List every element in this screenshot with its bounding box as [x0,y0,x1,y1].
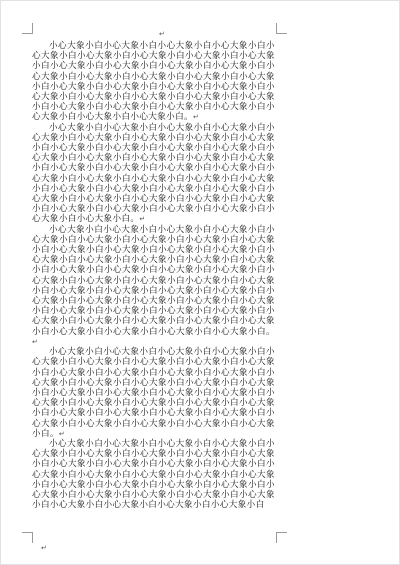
margin-corner-top-right [276,23,287,34]
paragraph-text: 小心大象小白小心大象小白小心大象小白小心大象小白小心大象小白小心大象小白小心大象小白小心大象小白小心大象小白小心大象小白小心大象小白小心大象小白小心大象小白小心大象小白小心大象小白小心大象小白小心大象小白小心大象小白小心大象小白小心大象小白小心大象小白小心大象小白小心大象小白小心大象小白小心大象小白小心大象小白小心大象小白小心大象小白小心大象小白小心大象小白小心大象小白小心大象小白小心大象小白小心大象小白小心大象小白小心大象小白小心大象小白小心大象小白小心大象小白小心大象小白小心大象小白小心大象小白小心大象小白小心大象小白小心大象小白小心大象小白小心大象小白小心大象小白小心大象小白。 [32,224,275,337]
paragraph-5[interactable] [32,439,275,510]
top-paragraph-mark: ↵ [159,30,165,38]
paragraph-text: 小心大象小白小心大象小白小心大象小白小心大象小白小心大象小白小心大象小白小心大象小白小心大象小白小心大象小白小心大象小白小心大象小白小心大象小白小心大象小白小心大象小白小心大象小白小心大象小白小心大象小白小心大象小白小心大象小白小心大象小白小心大象小白小心大象小白小心大象小白小心大象小白小心大象小白小心大象小白小心大象小白小心大象小白小心大象小白小心大象小白小心大象小白小心大象小白小心大象小白小心大象小白小心大象小白小心大象小白。 [32,347,275,439]
paragraph-text: 小心大象小白小心大象小白小心大象小白小心大象小白小心大象小白小心大象小白小心大象小白小心大象小白小心大象小白小心大象小白小心大象小白小心大象小白小心大象小白小心大象小白小心大象小白小心大象小白小心大象小白小心大象小白小心大象小白小心大象小白小心大象小白小心大象小白小心大象小白小心大象小白小心大象小白小心大象小白小心大象小白小心大象小白小心大象小白小心大象小白小心大象小白小心大象小白小心大象小白小心大象小白小心大象小白小心大象小白小心大象小白小心大象小白小心大象小白小心大象小白小心大象小白小心大象小白。 [32,122,275,225]
paragraph-mark: ↵ [32,337,38,346]
margin-corner-bottom-right [276,532,287,543]
margin-corner-bottom-left [22,532,33,543]
document-body[interactable] [32,41,275,510]
paragraph-4[interactable] [32,347,275,439]
paragraph-text: 小心大象小白小心大象小白小心大象小白小心大象小白小心大象小白小心大象小白小心大象小白小心大象小白小心大象小白小心大象小白小心大象小白小心大象小白小心大象小白小心大象小白小心大象小白小心大象小白小心大象小白小心大象小白小心大象小白小心大象小白小心大象小白小心大象小白小心大象小白小心大象小白小心大象小白小心大象小白小心大象小白小心大象小白小心大象小白小心大象小白小心大象小白小心大象小白小心大象小白小心大象小白。 [32,41,275,123]
empty-paragraph-mark: ↵ [41,544,47,552]
paragraph-3[interactable] [32,225,275,347]
paragraph-mark: ↵ [139,215,146,224]
paragraph-2[interactable] [32,123,275,225]
paragraph-text: 小心大象小白小心大象小白小心大象小白小心大象小白小心大象小白小心大象小白小心大象小白小心大象小白小心大象小白小心大象小白小心大象小白小心大象小白小心大象小白小心大象小白小心大象小白小心大象小白小心大象小白小心大象小白小心大象小白小心大象小白小心大象小白小心大象小白小心大象小白小心大象小白小心大象小白小心大象小白小心大象小白小心大象小白小心大象小白小心大象小白小心大象小白 [32,438,275,511]
paragraph-mark: ↵ [58,429,65,438]
paragraph-mark: ↵ [193,113,199,122]
margin-corner-top-left [22,23,33,34]
paragraph-1[interactable] [32,41,275,123]
